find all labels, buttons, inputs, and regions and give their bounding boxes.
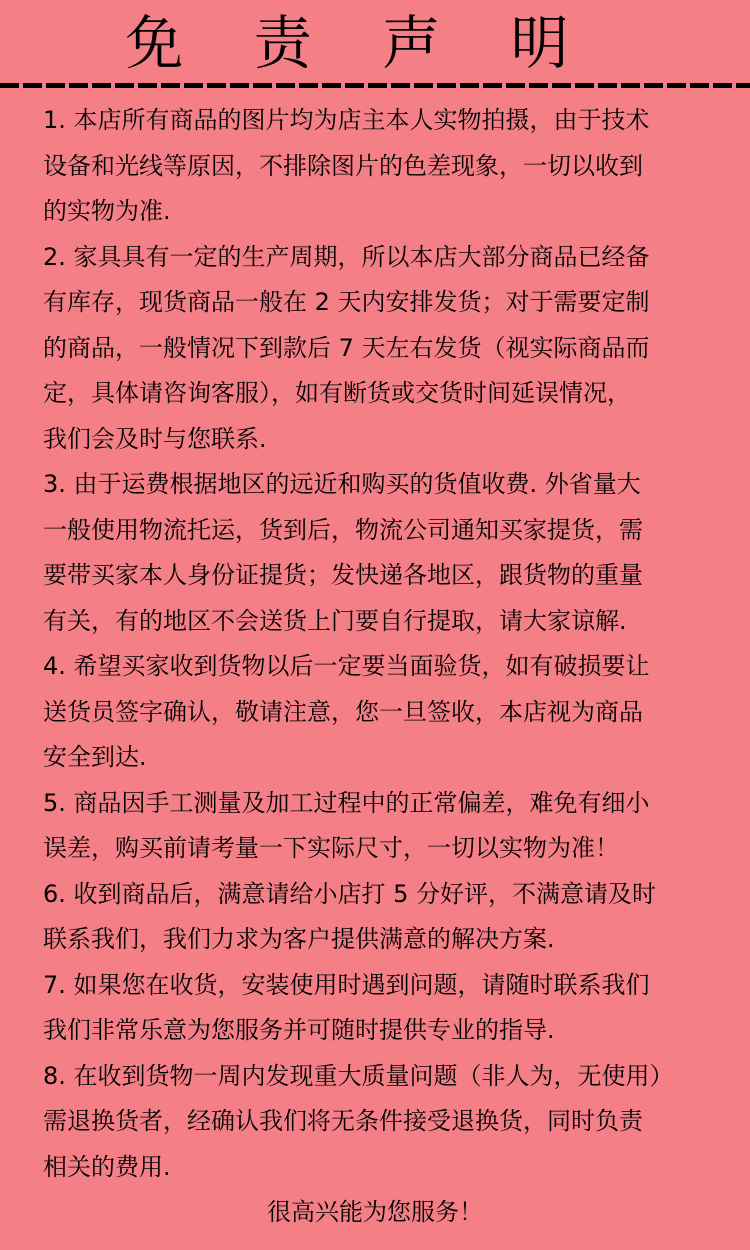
disclaimer-line: 一般使用物流托运，货到后，物流公司通知买家提货，需 [43,515,643,544]
disclaimer-line: 有库存，现货商品一般在 2 天内安排发货；对于需要定制 [43,288,650,316]
disclaimer-line: 有关，有的地区不会送货上门要自行提取，请大家谅解. [43,606,627,635]
disclaimer-line: 相关的费用. [43,1152,171,1181]
dashed-divider [0,83,750,88]
disclaimer-body [43,98,723,1190]
closing-message: 很高兴能为您服务！ [267,1198,483,1226]
page-title: 免 责 声 明 [125,9,595,77]
disclaimer-line: 设备和光线等原因，不排除图片的色差现象，一切以收到 [43,151,643,180]
disclaimer-line: 定，具体请咨询客服），如有断货或交货时间延误情况， [43,379,631,407]
disclaimer-line: 7. 如果您在收货，安装使用时遇到问题，请随时联系我们 [43,970,650,999]
disclaimer-line: 我们会及时与您联系. [43,424,267,453]
disclaimer-line: 的商品，一般情况下到款后 7 天左右发货（视实际商品而 [43,333,650,362]
disclaimer-line: 5. 商品因手工测量及加工过程中的正常偏差，难免有细小 [43,788,650,817]
disclaimer-line: 联系我们，我们力求为客户提供满意的解决方案. [43,925,555,953]
disclaimer-line: 1. 本店所有商品的图片均为店主本人实物拍摄，由于技术 [43,106,650,134]
disclaimer-line: 安全到达. [43,743,147,771]
disclaimer-line: 4. 希望买家收到货物以后一定要当面验货，如有破损要让 [43,652,650,680]
disclaimer-line: 2. 家具具有一定的生产周期，所以本店大部分商品已经备 [43,242,650,271]
disclaimer-line: 需退换货者，经确认我们将无条件接受退换货，同时负责 [43,1107,643,1135]
disclaimer-line: 3. 由于运费根据地区的远近和购买的货值收费. 外省量大 [43,470,641,498]
disclaimer-line: 8. 在收到货物一周内发现重大质量问题（非人为，无使用） [43,1061,674,1090]
disclaimer-line: 送货员签字确认，敬请注意，您一旦签收，本店视为商品 [43,697,643,726]
disclaimer-line: 的实物为准. [43,197,171,225]
disclaimer-line: 6. 收到商品后，满意请给小店打 5 分好评，不满意请及时 [43,879,657,908]
disclaimer-line: 误差，购买前请考量一下实际尺寸，一切以实物为准！ [43,834,619,862]
disclaimer-line: 我们非常乐意为您服务并可随时提供专业的指导. [43,1016,555,1044]
disclaimer-line: 要带买家本人身份证提货；发快递各地区，跟货物的重量 [43,561,643,589]
